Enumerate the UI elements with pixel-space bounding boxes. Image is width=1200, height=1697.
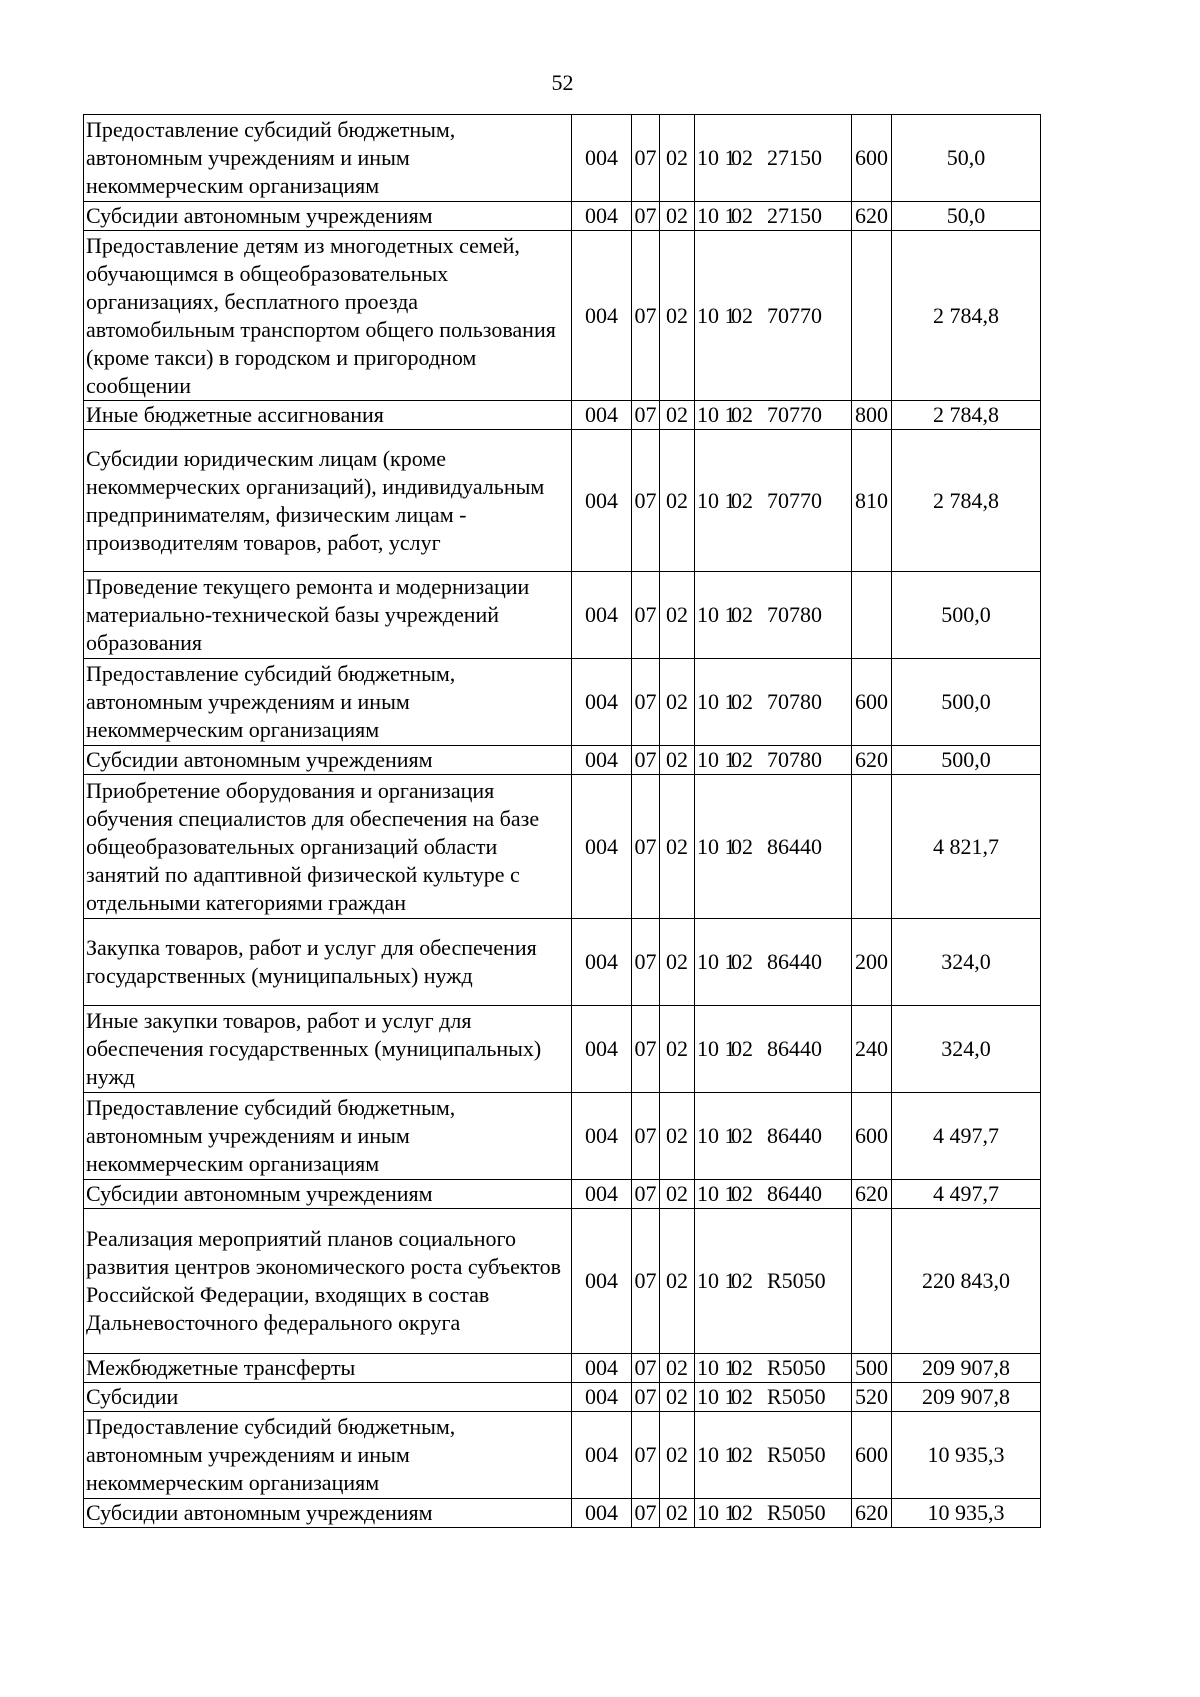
target-article-code [695,202,852,231]
article-part-a: 10 1 [697,1268,736,1293]
article-part-c: R5050 [767,1355,826,1380]
subsection-code: 02 [660,1093,695,1180]
article-part-a: 10 1 [697,1384,736,1409]
article-part-a: 10 1 [697,833,736,859]
table-row [84,1093,1041,1180]
table-row [84,231,1041,401]
article-part-c: R5050 [767,1384,826,1409]
ministry-code: 004 [572,430,632,572]
subsection-code: 02 [660,572,695,659]
article-part-a: 10 1 [697,1355,736,1380]
article-part-a: 10 1 [697,689,736,714]
target-article-code [695,775,852,919]
amount-value: 220 843,0 [892,1209,1041,1354]
amount-value: 4 821,7 [892,775,1041,919]
row-name: Предоставление субсидий бюджетным, автономным учреждениям и иным некоммерческим организациям [84,1412,572,1499]
section-code: 07 [632,430,660,572]
amount-value: 4 497,7 [892,1093,1041,1180]
article-part-a: 10 1 [697,1123,736,1148]
row-name: Иные бюджетные ассигнования [84,401,572,430]
section-code: 07 [632,746,660,775]
expense-type-code: 600 [852,1093,892,1180]
article-part-b: 02 [731,1442,753,1467]
ministry-code: 004 [572,1383,632,1412]
target-article-code [695,1412,852,1499]
expense-type-code: 810 [852,430,892,572]
target-article-code [695,1499,852,1528]
article-part-a: 10 1 [697,302,736,328]
section-code: 07 [632,1354,660,1383]
ministry-code: 004 [572,1180,632,1209]
amount-value: 500,0 [892,659,1041,746]
target-article-code [695,1209,852,1354]
section-code: 07 [632,1006,660,1093]
article-part-c: 86440 [767,1036,822,1061]
section-code: 07 [632,401,660,430]
section-code: 07 [632,919,660,1006]
ministry-code: 004 [572,231,632,401]
article-part-b: 02 [731,833,753,859]
section-code: 07 [632,775,660,919]
subsection-code: 02 [660,401,695,430]
article-part-b: 02 [731,203,753,228]
target-article-code [695,401,852,430]
row-name: Приобретение оборудования и организация обучения специалистов для обеспечения на базе общеобразовательных организаций области занятий по адаптивной физической культуре с отдельными категориями граждан [84,775,572,919]
article-part-b: 02 [731,949,753,974]
expense-type-code: 620 [852,746,892,775]
subsection-code: 02 [660,1180,695,1209]
target-article-code [695,115,852,202]
page-number: 52 [551,70,574,95]
article-part-c: 70770 [767,487,822,513]
amount-value: 324,0 [892,1006,1041,1093]
amount-value: 209 907,8 [892,1383,1041,1412]
article-part-a: 10 1 [697,602,736,627]
table-row [84,572,1041,659]
amount-value: 50,0 [892,115,1041,202]
table-row [84,1499,1041,1528]
amount-value: 2 784,8 [892,401,1041,430]
row-name: Межбюджетные трансферты [84,1354,572,1383]
subsection-code: 02 [660,919,695,1006]
row-name: Проведение текущего ремонта и модернизации материально-технической базы учреждений образования [84,572,572,659]
section-code: 07 [632,659,660,746]
subsection-code: 02 [660,1412,695,1499]
amount-value: 500,0 [892,572,1041,659]
article-part-b: 02 [731,1268,753,1293]
row-name: Субсидии автономным учреждениям [84,1499,572,1528]
amount-value: 10 935,3 [892,1412,1041,1499]
article-part-a: 10 1 [697,747,736,772]
table-body [84,115,1041,1528]
subsection-code: 02 [660,775,695,919]
subsection-code: 02 [660,1383,695,1412]
section-code: 07 [632,1412,660,1499]
subsection-code: 02 [660,115,695,202]
ministry-code: 004 [572,775,632,919]
row-name: Предоставление детям из многодетных семей, обучающимся в общеобразовательных организациях, бесплатного проезда автомобильным транспортом общего пользования (кроме такси) в городском и пригородном сообщении [84,231,572,401]
section-code: 07 [632,1383,660,1412]
row-name: Реализация мероприятий планов социального развития центров экономического роста субъектов Российской Федерации, входящих в состав Дальневосточного федерального округа [84,1209,572,1354]
article-part-c: 70780 [767,602,822,627]
article-part-a: 10 1 [697,203,736,228]
section-code: 07 [632,1093,660,1180]
expense-type-code: 200 [852,919,892,1006]
target-article-code [695,1093,852,1180]
amount-value: 500,0 [892,746,1041,775]
section-code: 07 [632,1180,660,1209]
article-part-b: 02 [731,302,753,328]
amount-value: 10 935,3 [892,1499,1041,1528]
expense-type-code: 500 [852,1354,892,1383]
table-row [84,1354,1041,1383]
table-row [84,1180,1041,1209]
article-part-b: 02 [731,1355,753,1380]
target-article-code [695,1006,852,1093]
article-part-c: 70770 [767,402,822,427]
article-part-b: 02 [731,145,753,170]
target-article-code [695,430,852,572]
article-part-c: R5050 [767,1268,826,1293]
section-code: 07 [632,202,660,231]
row-name: Закупка товаров, работ и услуг для обеспечения государственных (муниципальных) нужд [84,919,572,1006]
target-article-code [695,746,852,775]
row-name: Субсидии автономным учреждениям [84,746,572,775]
expense-type-code [852,775,892,919]
subsection-code: 02 [660,1499,695,1528]
article-part-c: 70770 [767,302,822,328]
ministry-code: 004 [572,115,632,202]
table-row [84,1412,1041,1499]
section-code: 07 [632,572,660,659]
row-name: Предоставление субсидий бюджетным, автономным учреждениям и иным некоммерческим организациям [84,115,572,202]
subsection-code: 02 [660,1209,695,1354]
article-part-b: 02 [731,689,753,714]
table-row [84,746,1041,775]
article-part-b: 02 [731,1036,753,1061]
row-name: Предоставление субсидий бюджетным, автономным учреждениям и иным некоммерческим организациям [84,1093,572,1180]
table-row [84,659,1041,746]
ministry-code: 004 [572,1209,632,1354]
section-code: 07 [632,1499,660,1528]
expense-type-code: 600 [852,659,892,746]
amount-value: 2 784,8 [892,231,1041,401]
ministry-code: 004 [572,919,632,1006]
section-code: 07 [632,1209,660,1354]
subsection-code: 02 [660,202,695,231]
table-row [84,430,1041,572]
subsection-code: 02 [660,659,695,746]
article-part-a: 10 1 [697,1036,736,1061]
expense-type-code: 620 [852,1180,892,1209]
table-row [84,919,1041,1006]
ministry-code: 004 [572,1006,632,1093]
table-row [84,1209,1041,1354]
amount-value: 4 497,7 [892,1180,1041,1209]
expense-type-code: 620 [852,202,892,231]
table-row [84,202,1041,231]
amount-value: 50,0 [892,202,1041,231]
ministry-code: 004 [572,572,632,659]
ministry-code: 004 [572,1499,632,1528]
row-name: Субсидии юридическим лицам (кроме некоммерческих организаций), индивидуальным предпринимателям, физическим лицам - производителям товаров, работ, услуг [84,430,572,572]
article-part-b: 02 [731,487,753,513]
article-part-a: 10 1 [697,949,736,974]
subsection-code: 02 [660,1006,695,1093]
article-part-a: 10 1 [697,1181,736,1206]
section-code: 07 [632,115,660,202]
article-part-c: 86440 [767,833,822,859]
ministry-code: 004 [572,401,632,430]
article-part-a: 10 1 [697,1442,736,1467]
article-part-b: 02 [731,1181,753,1206]
article-part-c: 86440 [767,949,822,974]
expense-type-code [852,1209,892,1354]
article-part-a: 10 1 [697,487,736,513]
row-name: Субсидии автономным учреждениям [84,202,572,231]
budget-table [83,114,1041,1528]
table-row [84,775,1041,919]
expense-type-code: 600 [852,1412,892,1499]
expense-type-code [852,231,892,401]
expense-type-code [852,572,892,659]
article-part-b: 02 [731,747,753,772]
subsection-code: 02 [660,430,695,572]
target-article-code [695,1354,852,1383]
ministry-code: 004 [572,202,632,231]
subsection-code: 02 [660,746,695,775]
article-part-a: 10 1 [697,145,736,170]
target-article-code [695,919,852,1006]
expense-type-code: 620 [852,1499,892,1528]
expense-type-code: 800 [852,401,892,430]
article-part-b: 02 [731,1500,753,1525]
subsection-code: 02 [660,231,695,401]
row-name: Субсидии автономным учреждениям [84,1180,572,1209]
table-row [84,1006,1041,1093]
article-part-c: 70780 [767,747,822,772]
ministry-code: 004 [572,1093,632,1180]
row-name: Предоставление субсидий бюджетным, автономным учреждениям и иным некоммерческим организациям [84,659,572,746]
article-part-a: 10 1 [697,402,736,427]
article-part-c: R5050 [767,1442,826,1467]
article-part-b: 02 [731,402,753,427]
article-part-c: R5050 [767,1500,826,1525]
article-part-c: 86440 [767,1123,822,1148]
article-part-a: 10 1 [697,1500,736,1525]
amount-value: 209 907,8 [892,1354,1041,1383]
row-name: Иные закупки товаров, работ и услуг для обеспечения государственных (муниципальных) нужд [84,1006,572,1093]
target-article-code [695,231,852,401]
expense-type-code: 240 [852,1006,892,1093]
ministry-code: 004 [572,659,632,746]
amount-value: 2 784,8 [892,430,1041,572]
expense-type-code: 520 [852,1383,892,1412]
article-part-c: 86440 [767,1181,822,1206]
row-name: Субсидии [84,1383,572,1412]
ministry-code: 004 [572,746,632,775]
table-row [84,1383,1041,1412]
target-article-code [695,1383,852,1412]
ministry-code: 004 [572,1412,632,1499]
target-article-code [695,1180,852,1209]
article-part-b: 02 [731,602,753,627]
article-part-c: 27150 [767,203,822,228]
article-part-b: 02 [731,1123,753,1148]
section-code: 07 [632,231,660,401]
target-article-code [695,659,852,746]
article-part-c: 70780 [767,689,822,714]
subsection-code: 02 [660,1354,695,1383]
target-article-code [695,572,852,659]
article-part-b: 02 [731,1384,753,1409]
table-row [84,401,1041,430]
expense-type-code: 600 [852,115,892,202]
table-row [84,115,1041,202]
ministry-code: 004 [572,1354,632,1383]
amount-value: 324,0 [892,919,1041,1006]
article-part-c: 27150 [767,145,822,170]
